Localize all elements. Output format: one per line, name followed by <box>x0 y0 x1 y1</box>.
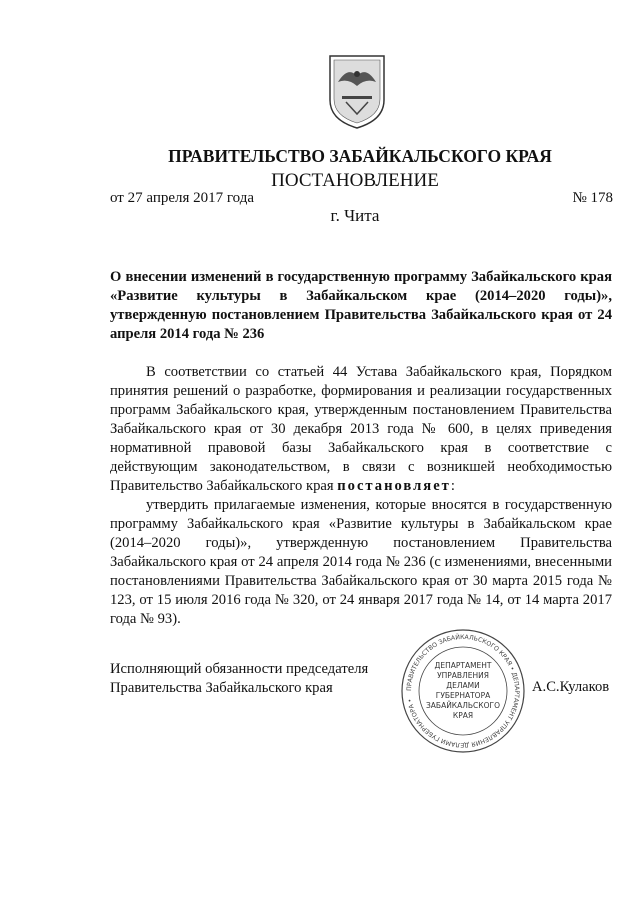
document-city: г. Чита <box>330 206 380 225</box>
stamp-line: ГУБЕРНАТОРА <box>435 691 491 700</box>
official-stamp <box>400 628 526 754</box>
body-paragraph-2: утвердить прилагаемые изменения, которые вносятся в государственную программу Забайкальского края «Развитие культуры в Забайкальском крае (2014–2020 годы)», утвержденную постановлением Правительства Забайкальского края от 24 апреля 2014 года № 236 (с изменениями, внесенными постановлениями Правительства Забайкальского края от 30 марта 2015 года № 123, от 15 июля 2016 года № 320, от 24 января 2017 года № 14, от 14 марта 2017 года № 93). <box>110 497 612 627</box>
body-paragraph-1 <box>110 363 612 496</box>
stamp-line: ДЕПАРТАМЕНТ <box>434 661 492 670</box>
stamp-line: ДЕЛАМИ <box>446 681 480 690</box>
signatory-line-2: Правительства Забайкальского края <box>110 680 333 696</box>
signatory-name: А.С.Кулаков <box>532 679 610 695</box>
stamp-line: КРАЯ <box>452 711 474 720</box>
coat-of-arms-emblem <box>326 52 388 130</box>
signatory-line-1: Исполняющий обязанности председателя <box>110 661 369 677</box>
resolution-word: постановляет <box>337 478 451 494</box>
document-type: ПОСТАНОВЛЕНИЕ <box>271 170 439 191</box>
signatory-title <box>110 660 368 698</box>
stamp-line: ЗАБАЙКАЛЬСКОГО <box>425 701 501 710</box>
document-number: № 178 <box>572 190 613 206</box>
organization-name: ПРАВИТЕЛЬСТВО ЗАБАЙКАЛЬСКОГО КРАЯ <box>168 146 552 166</box>
document-date: от 27 апреля 2017 года <box>110 190 255 206</box>
stamp-ring-text: ПРАВИТЕЛЬСТВО ЗАБАЙКАЛЬСКОГО КРАЯ • ДЕПАРТАМЕНТ УПРАВЛЕНИЯ ДЕЛАМИ ГУБЕРНАТОРА • <box>405 633 521 749</box>
stamp-line: УПРАВЛЕНИЯ <box>437 671 489 680</box>
paragraph-end: : <box>450 478 455 494</box>
document-title: О внесении изменений в государственную программу Забайкальского края «Развитие культуры в Забайкальском крае (2014–2020 годы)», утвержденную постановлением Правительства Забайкальского края от 24 апреля 2014 года № 236 <box>110 269 612 342</box>
paragraph-text: В соответствии со статьей 44 Устава Забайкальского края, Порядком принятия решений о разработке, формирования и реализации государственных программ Забайкальского края, утвержденным постановлением Правительства Забайкальского края от 30 декабря 2013 года № 600, в целях приведения нормативной правовой базы Забайкальского края в соответствие с действующим законодательством, в связи с возникшей необходимостью Правительство Забайкальского края <box>110 364 612 494</box>
